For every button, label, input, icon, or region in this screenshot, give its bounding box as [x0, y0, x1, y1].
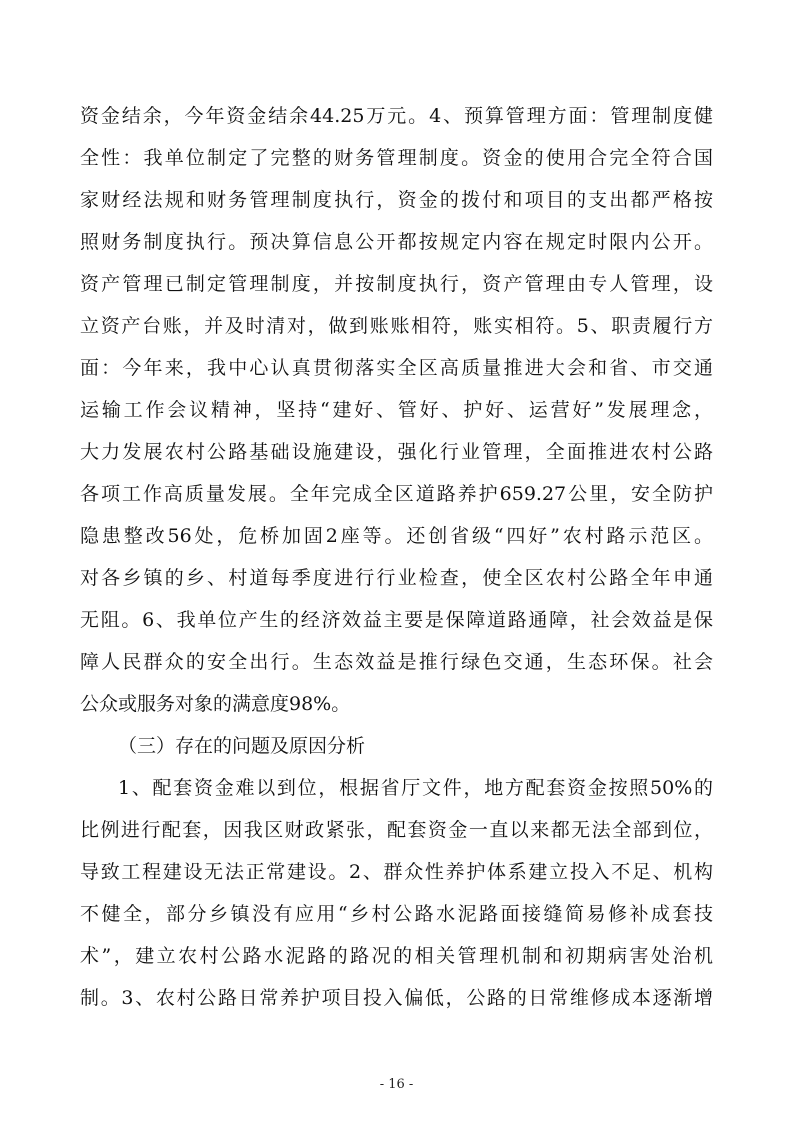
paragraph-line: 术”，建立农村公路水泥路的路况的相关管理机制和初期病害处治机 [80, 945, 713, 967]
paragraph-line: 制。3、农村公路日常养护项目投入偏低，公路的日常维修成本逐渐增 [80, 987, 713, 1009]
paragraph-line: 公众或服务对象的满意度98%。 [80, 693, 351, 715]
paragraph-line: 面：今年来，我中心认真贯彻落实全区高质量推进大会和省、市交通 [80, 357, 713, 379]
paragraph-line: 隐患整改56处，危桥加固2座等。还创省级“四好”农村路示范区。 [80, 525, 713, 547]
section-heading: （三）存在的问题及原因分析 [118, 735, 366, 757]
paragraph-line: 无阻。6、我单位产生的经济效益主要是保障道路通障，社会效益是保 [80, 609, 713, 631]
paragraph-line: 照财务制度执行。预决算信息公开都按规定内容在规定时限内公开。 [80, 231, 713, 253]
paragraph-line: 大力发展农村公路基础设施建设，强化行业管理，全面推进农村公路 [80, 441, 713, 463]
paragraph-line: 全性：我单位制定了完整的财务管理制度。资金的使用合完全符合国 [80, 147, 713, 169]
paragraph-line: 立资产台账，并及时清对，做到账账相符，账实相符。5、职责履行方 [80, 315, 713, 337]
paragraph-line: 资金结余，今年资金结余44.25万元。4、预算管理方面：管理制度健 [80, 105, 713, 127]
paragraph-line: 运输工作会议精神，坚持“建好、管好、护好、运营好”发展理念， [80, 399, 713, 421]
paragraph-line: 1、配套资金难以到位，根据省厅文件，地方配套资金按照50%的 [118, 777, 713, 799]
paragraph-line: 家财经法规和财务管理制度执行，资金的拨付和项目的支出都严格按 [80, 189, 713, 211]
page-number: - 16 - [379, 1077, 414, 1092]
paragraph-line: 资产管理已制定管理制度，并按制度执行，资产管理由专人管理，设 [80, 273, 713, 295]
paragraph-line: 对各乡镇的乡、村道每季度进行行业检查，使全区农村公路全年申通 [80, 567, 713, 589]
paragraph-line: 导致工程建设无法正常建设。2、群众性养护体系建立投入不足、机构 [80, 861, 713, 883]
paragraph-line: 比例进行配套，因我区财政紧张，配套资金一直以来都无法全部到位， [80, 819, 713, 841]
paragraph-line: 各项工作高质量发展。全年完成全区道路养护659.27公里，安全防护 [80, 483, 713, 505]
paragraph-line: 不健全，部分乡镇没有应用“乡村公路水泥路面接缝简易修补成套技 [80, 903, 713, 925]
paragraph-line: 障人民群众的安全出行。生态效益是推行绿色交通，生态环保。社会 [80, 651, 713, 673]
